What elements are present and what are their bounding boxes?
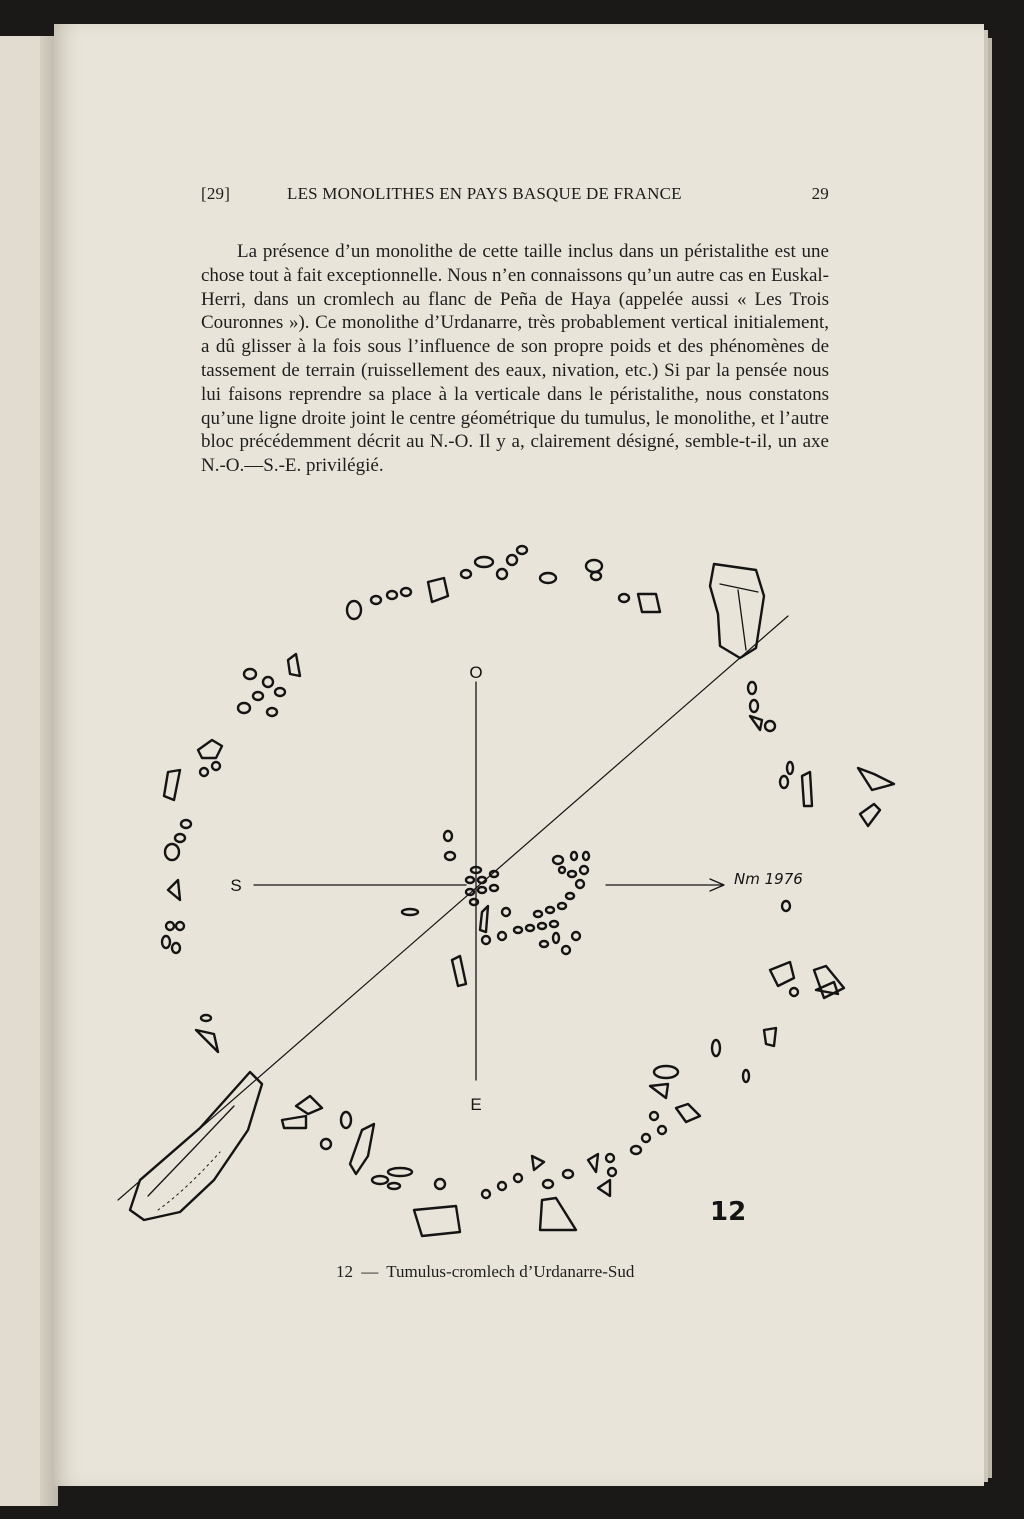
page-edge — [988, 38, 992, 1478]
page-number: 29 — [811, 184, 829, 203]
caption-dash: — — [361, 1262, 379, 1281]
running-header — [201, 184, 829, 208]
figure-caption — [336, 1262, 756, 1282]
header-ref: [29] — [201, 184, 231, 203]
north-label: O — [469, 663, 483, 682]
cromlech-plan-figure — [110, 540, 910, 1260]
west-label: S — [230, 876, 242, 895]
nw-block — [710, 564, 764, 658]
caption-text: Tumulus-cromlech d’Urdanarre-Sud — [386, 1262, 635, 1281]
magnetic-north-label: Nm 1976 — [734, 870, 803, 888]
nw-se-alignment-line — [118, 616, 788, 1200]
caption-number: 12 — [336, 1262, 353, 1281]
cromlech-plan-drawing — [110, 540, 910, 1260]
figure-number: 12 — [710, 1197, 747, 1227]
south-label: E — [470, 1095, 482, 1114]
body-paragraph: La présence d’un monolithe de cette taille inclus dans un péristalithe est une chose tout à fait exceptionnelle. Nous n’en connaissons qu’un autre cas en Euskal-Herri, dans un cromlech au flanc de Peña de Haya (appelée aussi « Les Trois Couronnes »). Ce monolithe d’Urdanarre, très probablement vertical initialement, a dû glisser à la fois sous l’influence de son propre poids et des phénomènes de tassement de terrain (ruissellement des eaux, nivation, etc.) Si par la pensée nous lui faisons reprendre sa place à la verticale dans le péristalithe, nous constatons qu’une ligne droite joint le centre géométrique du tumulus, le monolithe, et l’autre bloc précédemment décrit au N.-O. Il y a, clairement désigné, semble-t-il, un axe N.-O.—S.-E. privilégié. — [201, 241, 829, 477]
header-title: LES MONOLITHES EN PAYS BASQUE DE FRANCE — [287, 184, 682, 203]
